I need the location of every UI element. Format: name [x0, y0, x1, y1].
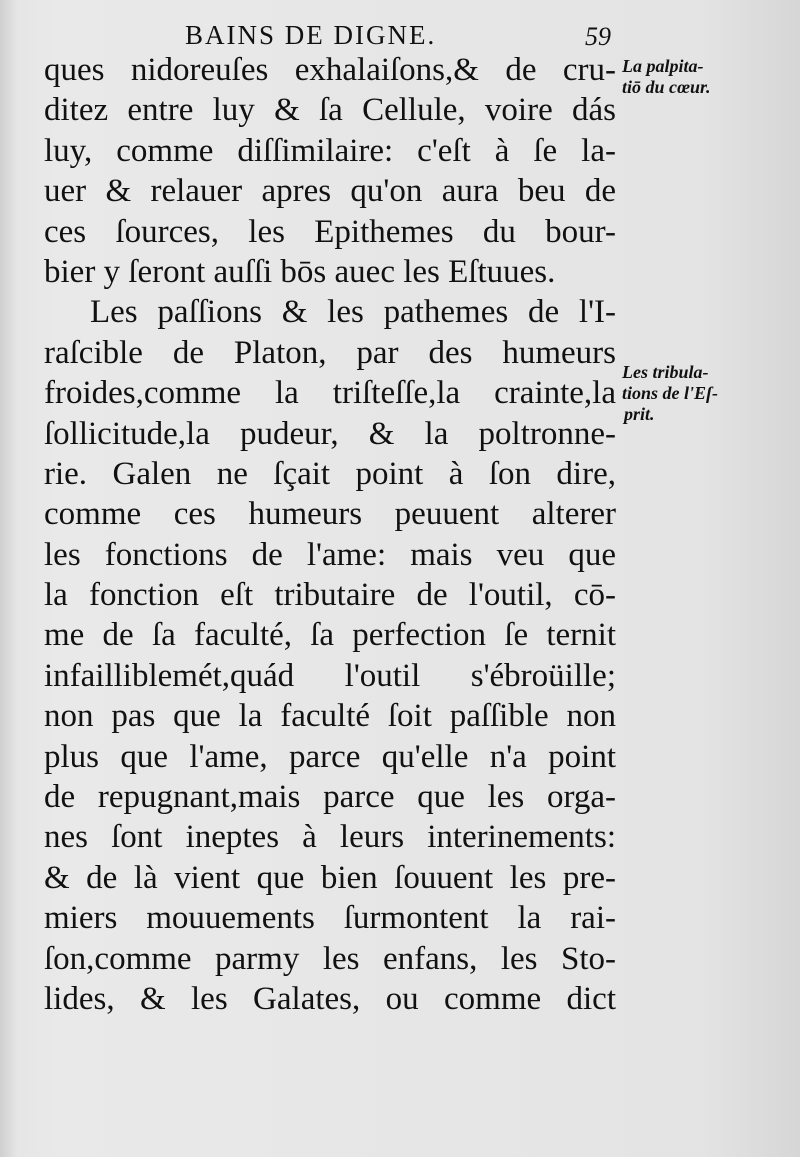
text-line: lides, & les Galates, ou comme dict	[44, 980, 616, 1017]
margin-note-line: La palpita-	[622, 56, 704, 76]
text-line: de repugnant,mais parce que les orga-	[44, 779, 616, 816]
text-line: nes ſont ineptes à leurs interinements:	[44, 819, 616, 856]
text-line: froides,comme la triſteſſe,la crainte,la	[44, 375, 616, 412]
running-head: BAINS DE DIGNE.	[185, 20, 437, 50]
text-line: ſollicitude,la pudeur, & la poltronne-	[44, 415, 616, 452]
margin-note-tribulations	[622, 362, 718, 425]
text-line: miers mouuements ſurmontent la rai-	[44, 900, 616, 937]
text-line: ſon,comme parmy les enfans, les Sto-	[44, 940, 616, 977]
text-line: comme ces humeurs peuuent alterer	[44, 496, 616, 533]
text-line: infailliblemét,quád l'outil s'ébroüille;	[44, 657, 616, 694]
margin-note-line: prit.	[624, 404, 655, 424]
text-line: ditez entre luy & ſa Cellule, voire dás	[44, 92, 616, 129]
text-line: ces ſources, les Epithemes du bour-	[44, 213, 616, 250]
text-line: la fonction eſt tributaire de l'outil, cō-	[44, 577, 616, 614]
text-line: les fonctions de l'ame: mais veu que	[44, 536, 616, 573]
text-line: uer & relauer apres qu'on aura beu de	[44, 173, 616, 210]
text-line: raſcible de Platon, par des humeurs	[44, 334, 616, 371]
text-line: Les paſſions & les pathemes de l'I-	[90, 294, 616, 331]
text-line: me de ſa faculté, ſa perfection ſe ternit	[44, 617, 616, 654]
margin-note-palpitation	[622, 56, 711, 98]
text-line: bier y ſeront auſſi bōs auec les Eſtuues.	[44, 253, 556, 290]
text-line: luy, comme diſſimilaire: c'eſt à ſe la-	[44, 132, 616, 169]
margin-note-line: tions de l'Eſ-	[622, 383, 719, 403]
margin-note-line: Les tribula-	[622, 362, 709, 382]
text-line: rie. Galen ne ſçait point à ſon dire,	[44, 455, 616, 492]
text-line: non pas que la faculté ſoit paſſible non	[44, 698, 616, 735]
text-line: & de là vient que bien ſouuent les pre-	[44, 859, 616, 896]
text-line: plus que l'ame, parce qu'elle n'a point	[44, 738, 616, 775]
page-number: 59	[585, 22, 611, 51]
text-line: ques nidoreuſes exhalaiſons,& de cru-	[44, 52, 616, 88]
margin-note-line: tiō du cœur.	[622, 77, 711, 97]
body-text	[44, 50, 616, 1019]
